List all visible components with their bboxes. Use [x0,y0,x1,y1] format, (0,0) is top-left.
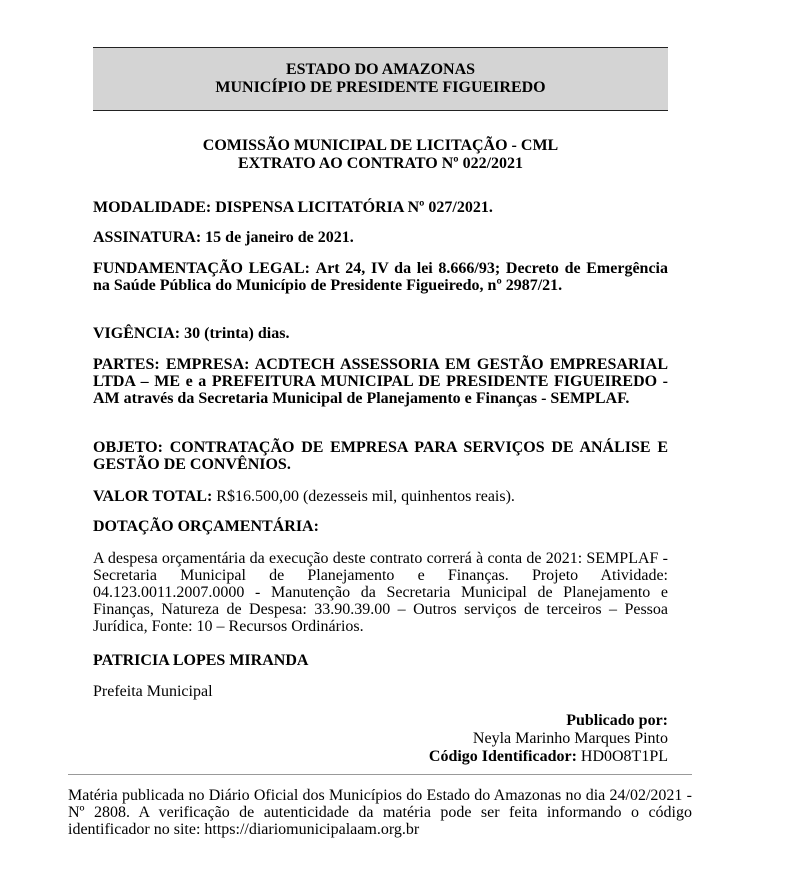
field-modalidade [93,199,668,216]
assinatura-value: 15 de janeiro de 2021. [205,229,354,246]
objeto-label: OBJETO: [93,439,163,456]
identifier-line [93,748,668,766]
identifier-code: HD0O8T1PL [580,748,668,765]
assinatura-label: ASSINATURA: [93,229,202,246]
dotacao-label: DOTAÇÃO ORÇAMENTÁRIA: [93,518,319,535]
field-fundamentacao [93,260,668,294]
footer-note: Matéria publicada no Diário Oficial dos Municípios do Estado do Amazonas no dia 24/02/2021 - Nº 2808. A verificação de autenticidade da matéria pode ser feita informando o código identificador no site: https://diariomunicipalaam.org.br [68,787,692,838]
vigencia-value: 30 (trinta) dias. [184,325,290,342]
partes-label: PARTES: [93,356,160,373]
document-header [93,47,668,111]
signatory-role: Prefeita Municipal [93,683,213,700]
publisher-name: Neyla Marinho Marques Pinto [472,730,668,747]
publication-block [93,712,668,766]
document-title [93,137,668,173]
field-objeto [93,439,668,473]
valor-value: R$16.500,00 (dezesseis mil, quinhentos reais). [216,488,515,505]
field-dotacao-heading [93,518,668,535]
modalidade-value: DISPENSA LICITATÓRIA Nº 027/2021. [215,199,493,216]
identifier-label: Código Identificador: [428,748,577,765]
valor-label: VALOR TOTAL: [93,488,213,505]
fundamentacao-label: FUNDAMENTAÇÃO LEGAL: [93,260,310,277]
field-vigencia [93,325,668,342]
header-municipality: MUNICÍPIO DE PRESIDENTE FIGUEIREDO [215,79,546,96]
field-assinatura [93,229,668,246]
field-valor [93,488,668,505]
signatory-name: PATRICIA LOPES MIRANDA [93,652,309,669]
objeto-value: CONTRATAÇÃO DE EMPRESA PARA SERVIÇOS DE ANÁLISE E GESTÃO DE CONVÊNIOS. [93,439,668,473]
footer-divider [68,774,692,775]
dotacao-text: A despesa orçamentária da execução deste contrato correrá à conta de 2021: SEMPLAF - Secretaria Municipal de Planejamento e Finanças. Projeto Atividade: 04.123.0011.2007.0000 - Manutenção da Secretaria Municipal de Planejamento e Finanças, Natureza de Despesa: 33.90.39.00 – Outros serviços de terceiros – Pessoa Jurídica, Fonte: 10 – Recursos Ordinários. [93,550,668,635]
header-state: ESTADO DO AMAZONAS [285,61,476,78]
title-commission: COMISSÃO MUNICIPAL DE LICITAÇÃO - CML [202,137,559,154]
fundamentacao-value: Art 24, IV da lei 8.666/93; Decreto de Emergência na Saúde Pública do Município de Presidente Figueiredo, nº 2987/21. [93,260,669,294]
modalidade-label: MODALIDADE: [93,199,212,216]
vigencia-label: VIGÊNCIA: [93,325,181,342]
title-contract: EXTRATO AO CONTRATO Nº 022/2021 [237,155,524,172]
field-partes [93,356,668,407]
published-by-label: Publicado por: [566,712,668,729]
partes-value: EMPRESA: ACDTECH ASSESSORIA EM GESTÃO EMPRESARIAL LTDA – ME e a PREFEITURA MUNICIPAL DE PRESIDENTE FIGUEIREDO - AM através da Secretaria Municipal de Planejamento e Finanças - SEMPLAF. [93,356,668,407]
